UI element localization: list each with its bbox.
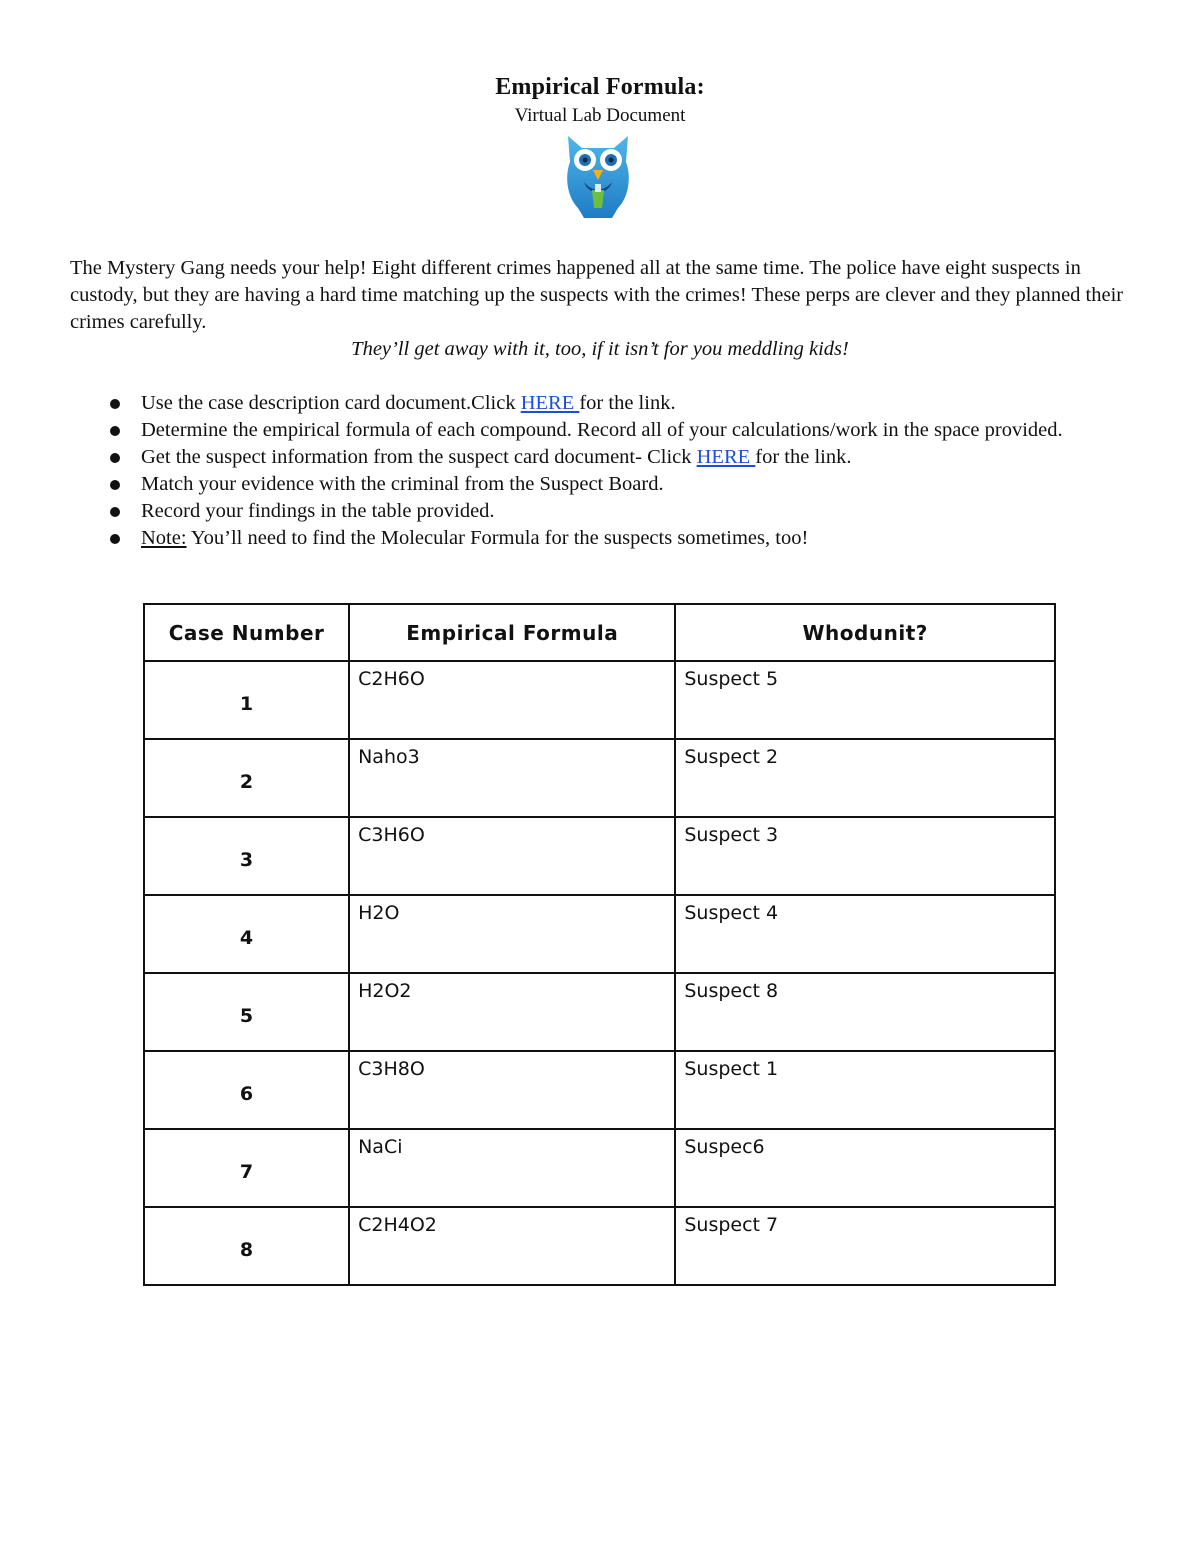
step-text: You’ll need to find the Molecular Formula for the suspects sometimes, too! (186, 527, 809, 549)
formula-cell[interactable]: NaCi (349, 1129, 675, 1207)
owl-logo-icon (562, 132, 634, 222)
list-item (70, 444, 1120, 471)
suspect-cell[interactable]: Suspect 4 (675, 895, 1055, 973)
intro-paragraph: The Mystery Gang needs your help! Eight different crimes happened all at the same time. The police have eight suspects in custody, but they are having a hard time matching up the suspects with the crimes! These perps are clever and they planned their crimes carefully. (70, 257, 1124, 333)
bullet-icon (110, 480, 120, 490)
header-empirical-formula: Empirical Formula (349, 604, 675, 661)
suspect-cell[interactable]: Suspect 2 (675, 739, 1055, 817)
suspect-cell[interactable]: Suspect 3 (675, 817, 1055, 895)
table-row (144, 973, 1055, 1051)
step-text: Match your evidence with the criminal from the Suspect Board. (141, 473, 664, 495)
step-text: Get the suspect information from the suspect card document- Click (141, 446, 697, 468)
bullet-icon (110, 453, 120, 463)
list-item (70, 471, 1120, 498)
case-cards-link[interactable]: HERE (520, 392, 580, 414)
formula-cell[interactable]: C2H4O2 (349, 1207, 675, 1285)
suspect-cell[interactable]: Suspect 7 (675, 1207, 1055, 1285)
instructions-list (70, 390, 1120, 552)
table-header-row (144, 604, 1055, 661)
tagline: They’ll get away with it, too, if it isn’t for you meddling kids! (351, 338, 849, 360)
step-text: for the link. (755, 446, 852, 468)
table-row (144, 1207, 1055, 1285)
suspect-cell[interactable]: Suspec6 (675, 1129, 1055, 1207)
case-number-cell: 1 (144, 661, 349, 739)
suspect-cards-link[interactable]: HERE (696, 446, 756, 468)
case-number-cell: 7 (144, 1129, 349, 1207)
bullet-icon (110, 507, 120, 517)
step-text: Record your findings in the table provided. (141, 500, 495, 522)
formula-cell[interactable]: H2O (349, 895, 675, 973)
bullet-icon (110, 399, 120, 409)
header-case-number: Case Number (144, 604, 349, 661)
table-row (144, 1051, 1055, 1129)
formula-cell[interactable]: C3H6O (349, 817, 675, 895)
bullet-icon (110, 426, 120, 436)
list-item (70, 525, 1120, 552)
step-text: Determine the empirical formula of each compound. Record all of your calculations/work in the space provided. (141, 419, 1063, 441)
case-number-cell: 6 (144, 1051, 349, 1129)
list-item (70, 498, 1120, 525)
suspect-cell[interactable]: Suspect 8 (675, 973, 1055, 1051)
table-row (144, 661, 1055, 739)
list-item (70, 390, 1120, 417)
formula-cell[interactable]: H2O2 (349, 973, 675, 1051)
case-number-cell: 8 (144, 1207, 349, 1285)
formula-cell[interactable]: C3H8O (349, 1051, 675, 1129)
table-row (144, 1129, 1055, 1207)
header-whodunit: Whodunit? (675, 604, 1055, 661)
formula-cell[interactable]: Naho3 (349, 739, 675, 817)
suspect-cell[interactable]: Suspect 1 (675, 1051, 1055, 1129)
case-number-cell: 4 (144, 895, 349, 973)
document-title: Empirical Formula: (495, 74, 705, 100)
table-row (144, 817, 1055, 895)
case-number-cell: 3 (144, 817, 349, 895)
list-item (70, 417, 1120, 444)
table-row (144, 895, 1055, 973)
document-subtitle: Virtual Lab Document (514, 105, 686, 126)
table-row (144, 739, 1055, 817)
results-table (143, 603, 1056, 1286)
step-text: Use the case description card document.Click (141, 392, 521, 414)
case-number-cell: 2 (144, 739, 349, 817)
note-label: Note: (141, 527, 187, 549)
formula-cell[interactable]: C2H6O (349, 661, 675, 739)
case-number-cell: 5 (144, 973, 349, 1051)
step-text: for the link. (579, 392, 676, 414)
suspect-cell[interactable]: Suspect 5 (675, 661, 1055, 739)
bullet-icon (110, 534, 120, 544)
